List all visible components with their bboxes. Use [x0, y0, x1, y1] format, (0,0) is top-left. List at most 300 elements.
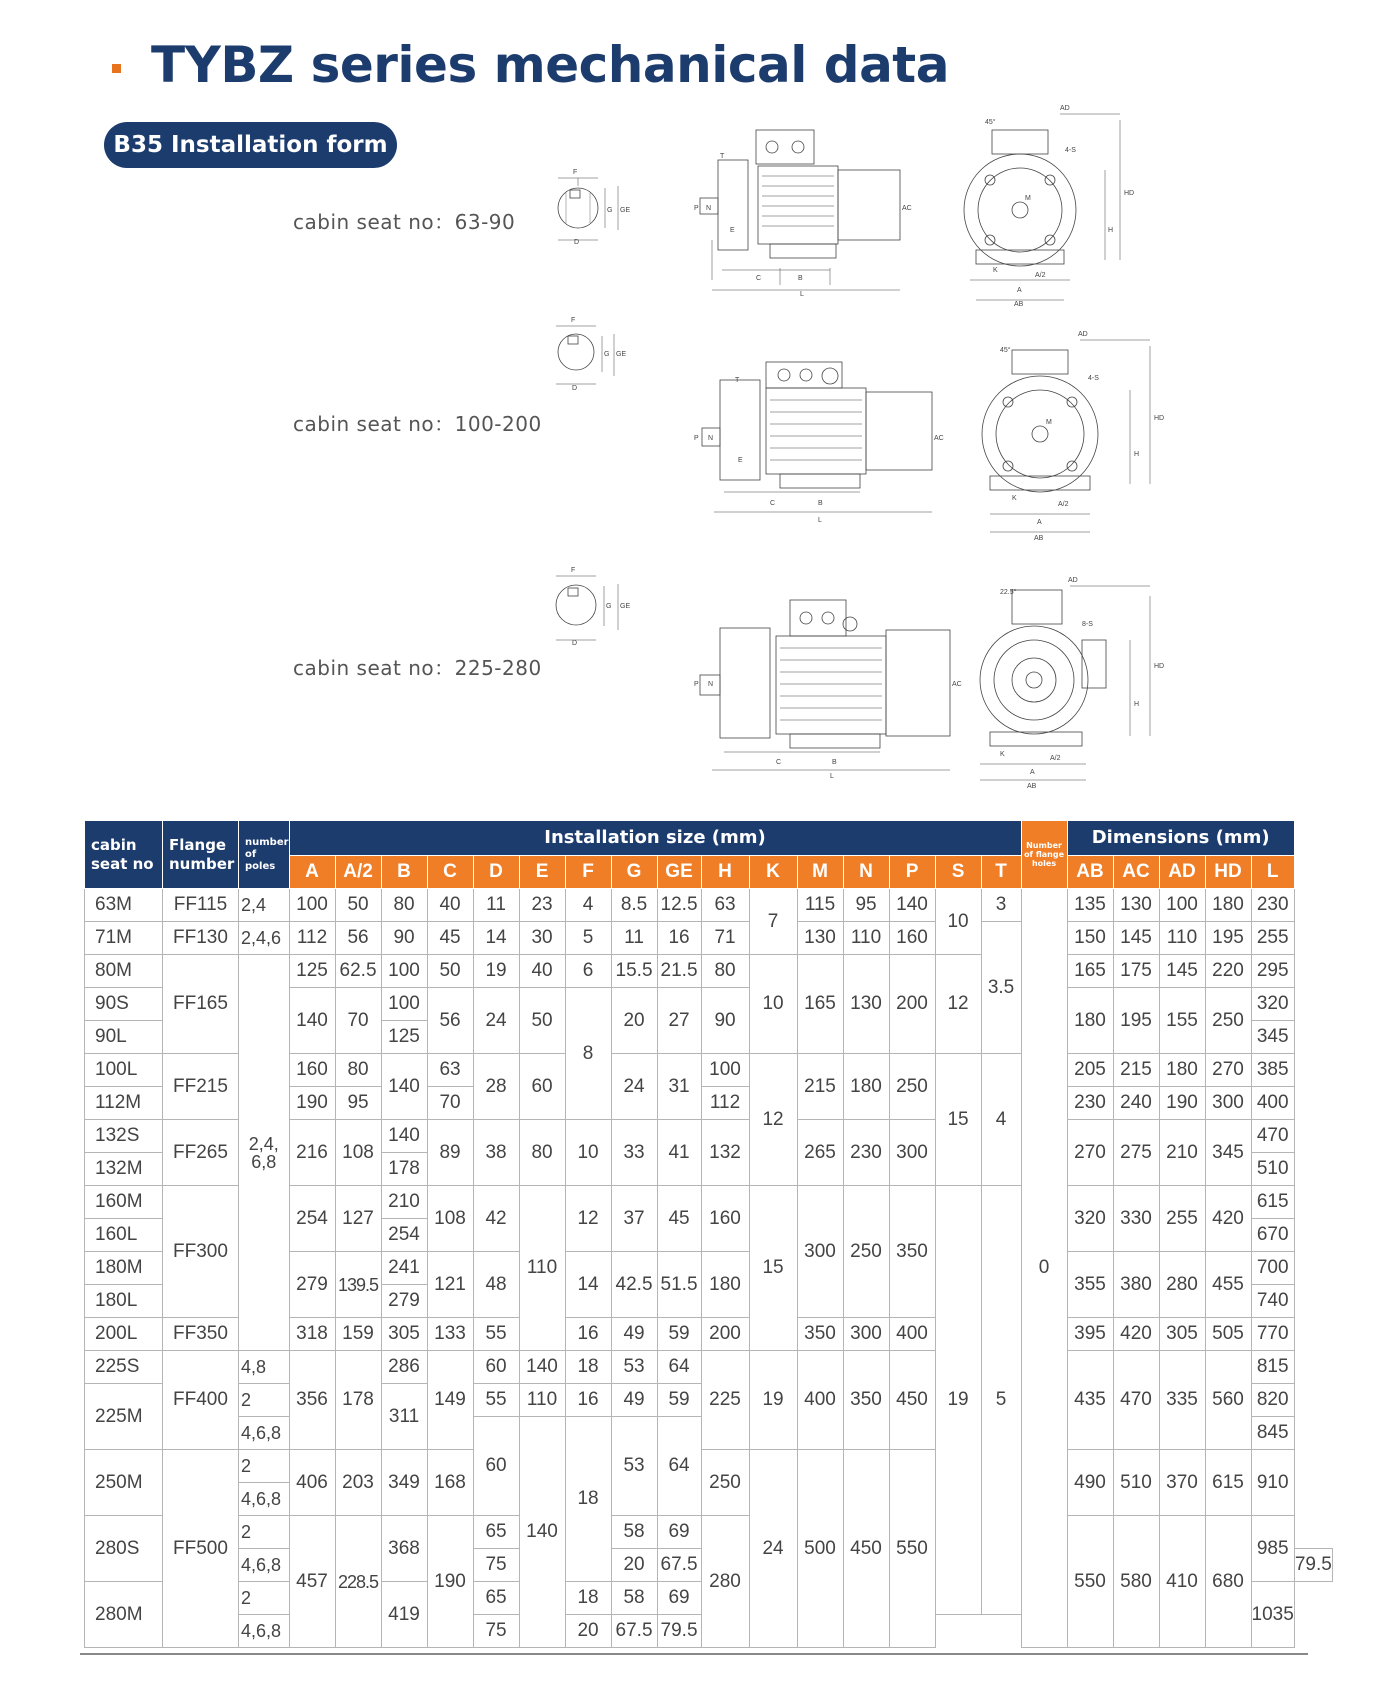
- cell: 33: [611, 1120, 657, 1186]
- cell: 5: [981, 1186, 1021, 1615]
- col-m: M: [797, 856, 843, 889]
- cell: 40: [519, 955, 565, 988]
- page-title: TYBZ series mechanical data: [151, 36, 949, 94]
- cell: 56: [335, 922, 381, 955]
- side-label-n: N: [706, 205, 712, 212]
- cell: 180: [1205, 889, 1251, 922]
- cell: 14: [473, 922, 519, 955]
- cell: 12.5: [657, 889, 701, 922]
- seat-cell: 280M: [85, 1582, 163, 1648]
- cell: 216: [289, 1120, 335, 1186]
- cell: 40: [427, 889, 473, 922]
- cell: 14: [565, 1252, 611, 1318]
- side3-label-b: B: [832, 759, 837, 766]
- cell: 4: [981, 1054, 1021, 1186]
- cabin-label-100-200: cabin seat no：100-200: [293, 412, 542, 436]
- cell: 130: [797, 922, 843, 955]
- table-row: [85, 955, 1333, 988]
- cell: 815: [1251, 1351, 1294, 1384]
- col-s: S: [935, 856, 981, 889]
- cell: 80: [701, 955, 749, 988]
- cell: 370: [1159, 1450, 1205, 1516]
- cell: 345: [1205, 1120, 1251, 1186]
- cell: 470: [1251, 1120, 1294, 1153]
- cell: 38: [473, 1120, 519, 1186]
- cell: 165: [797, 955, 843, 1054]
- seat-cell: 180L: [85, 1285, 163, 1318]
- cell: 121: [427, 1252, 473, 1318]
- cell: 65: [473, 1582, 519, 1615]
- cell: 395: [1067, 1318, 1113, 1351]
- cell: 100: [381, 955, 427, 988]
- cell: 62.5: [335, 955, 381, 988]
- table-row: [85, 889, 1333, 922]
- col-ab: AB: [1067, 856, 1113, 889]
- col-a: A: [289, 856, 335, 889]
- cell: 132: [701, 1120, 749, 1186]
- cell: 89: [427, 1120, 473, 1186]
- cell: 130: [843, 955, 889, 1054]
- poles-cell: 2: [239, 1384, 290, 1417]
- seat-cell: 160M: [85, 1186, 163, 1219]
- front3-label-a2: A/2: [1050, 755, 1061, 762]
- cell: 350: [843, 1351, 889, 1450]
- side3-label-ac: AC: [952, 681, 962, 688]
- cell: 215: [797, 1054, 843, 1120]
- col-e: E: [519, 856, 565, 889]
- cell: 150: [1067, 922, 1113, 955]
- cell: 125: [381, 1021, 427, 1054]
- table-row: [85, 922, 1333, 955]
- side-label-ac: AC: [902, 205, 912, 212]
- cell: 160: [289, 1054, 335, 1087]
- cell: 500: [797, 1450, 843, 1648]
- front3-label-225: 22.5°: [1000, 589, 1017, 596]
- side-label-b: B: [798, 275, 803, 282]
- cell: 195: [1113, 988, 1159, 1054]
- cell: 300: [889, 1120, 935, 1186]
- cell: 406: [289, 1450, 335, 1516]
- col-c: C: [427, 856, 473, 889]
- seat-cell: 180M: [85, 1252, 163, 1285]
- cell: 18: [565, 1582, 611, 1615]
- cell: 190: [1159, 1087, 1205, 1120]
- cell: 265: [797, 1120, 843, 1186]
- cell: 368: [381, 1516, 427, 1582]
- spec-table-wrap: [84, 820, 1333, 1648]
- cell: 230: [843, 1120, 889, 1186]
- poles-cell: 2: [239, 1582, 290, 1615]
- cell: 300: [797, 1186, 843, 1318]
- cell: 79.5: [657, 1615, 701, 1648]
- cell: 910: [1251, 1450, 1294, 1516]
- cell: 16: [565, 1384, 611, 1417]
- side-view-2: [694, 362, 944, 524]
- front3-label-ab: AB: [1027, 783, 1037, 790]
- cell: 133: [427, 1318, 473, 1351]
- cell: 305: [381, 1318, 427, 1351]
- head-installation-size: Installation size (mm): [289, 821, 1021, 856]
- cell: 108: [335, 1120, 381, 1186]
- cell: 127: [335, 1186, 381, 1252]
- front2-label-4s: 4-S: [1088, 375, 1099, 382]
- cell: 149: [427, 1351, 473, 1450]
- shaft-label-g: G: [607, 207, 613, 214]
- poles-cell: 2,4, 6,8: [239, 955, 290, 1351]
- cell: 330: [1113, 1186, 1159, 1252]
- seat-cell: 100L: [85, 1054, 163, 1087]
- cell: 400: [1251, 1087, 1294, 1120]
- cell: 615: [1251, 1186, 1294, 1219]
- cell: 20: [611, 988, 657, 1054]
- front-label-hd: HD: [1124, 190, 1135, 197]
- flange-cell: FF215: [163, 1054, 239, 1120]
- shaft3-label-g: G: [606, 603, 612, 610]
- cell: 700: [1251, 1252, 1294, 1285]
- col-ad: AD: [1159, 856, 1205, 889]
- cell: 178: [335, 1351, 381, 1450]
- poles-cell: 4,6,8: [239, 1615, 290, 1648]
- cell: 8.5: [611, 889, 657, 922]
- cell: 740: [1251, 1285, 1294, 1318]
- cell: 280: [1159, 1252, 1205, 1318]
- cell: 53: [611, 1351, 657, 1384]
- cell: 110: [519, 1384, 565, 1417]
- shaft3-label-d: D: [572, 640, 578, 647]
- cell: 250: [843, 1186, 889, 1318]
- cell: 70: [427, 1087, 473, 1120]
- cell: 228.5: [335, 1516, 381, 1648]
- cell: 100: [381, 988, 427, 1021]
- front3-label-8s: 8-S: [1082, 621, 1093, 628]
- cell: 79.5: [1294, 1549, 1332, 1582]
- col-k: K: [749, 856, 797, 889]
- cell: 155: [1159, 988, 1205, 1054]
- cell: 159: [335, 1318, 381, 1351]
- head-cabin: cabin seat no: [85, 821, 163, 889]
- front-label-a2: A/2: [1035, 272, 1046, 279]
- cell: 21.5: [657, 955, 701, 988]
- cell: 160: [701, 1186, 749, 1252]
- cell: 320: [1251, 988, 1294, 1021]
- cell: 27: [657, 988, 701, 1054]
- cell: 560: [1205, 1351, 1251, 1450]
- cell: 64: [657, 1351, 701, 1384]
- cell: 203: [335, 1450, 381, 1516]
- cell: 16: [657, 922, 701, 955]
- cell: 69: [657, 1516, 701, 1549]
- cell: 45: [657, 1186, 701, 1252]
- front2-label-a: A: [1037, 519, 1042, 526]
- cell: 4: [565, 889, 611, 922]
- side-label-p: P: [694, 205, 699, 212]
- shaft-section-3: [556, 567, 630, 647]
- flange-holes-cell: 0: [1021, 889, 1067, 1648]
- cell: 90: [381, 922, 427, 955]
- cell: 200: [889, 955, 935, 1054]
- seat-cell: 225M: [85, 1384, 163, 1450]
- cell: 80: [335, 1054, 381, 1087]
- cell: 65: [473, 1516, 519, 1549]
- cell: 420: [1205, 1186, 1251, 1252]
- cell: 15: [935, 1054, 981, 1186]
- poles-cell: 4,8: [239, 1351, 290, 1384]
- cell: 55: [473, 1384, 519, 1417]
- cell: 60: [519, 1054, 565, 1120]
- cell: 80: [381, 889, 427, 922]
- side3-label-c: C: [776, 759, 782, 766]
- bottom-divider: [80, 1653, 1308, 1655]
- cell: 115: [797, 889, 843, 922]
- cell: 139.5: [335, 1252, 381, 1318]
- seat-cell: 225S: [85, 1351, 163, 1384]
- cell: 42.5: [611, 1252, 657, 1318]
- cell: 20: [611, 1549, 657, 1582]
- cell: 680: [1205, 1516, 1251, 1648]
- cell: 100: [701, 1054, 749, 1087]
- front2-label-k: K: [1012, 495, 1017, 502]
- poles-cell: 2,4: [239, 889, 290, 922]
- cell: 349: [381, 1450, 427, 1516]
- cell: 140: [519, 1417, 565, 1648]
- cell: 165: [1067, 955, 1113, 988]
- cell: 985: [1251, 1516, 1294, 1582]
- cell: 190: [427, 1516, 473, 1648]
- cell: 48: [473, 1252, 519, 1318]
- col-hd: HD: [1205, 856, 1251, 889]
- cell: 770: [1251, 1318, 1294, 1351]
- cell: 210: [381, 1186, 427, 1219]
- seat-cell: 200L: [85, 1318, 163, 1351]
- cell: 145: [1113, 922, 1159, 955]
- cell: 75: [473, 1549, 519, 1582]
- cell: 11: [611, 922, 657, 955]
- cell: 110: [1159, 922, 1205, 955]
- cell: 279: [381, 1285, 427, 1318]
- side3-label-l: L: [830, 773, 834, 780]
- cell: 19: [935, 1186, 981, 1615]
- cell: 457: [289, 1516, 335, 1648]
- cell: 505: [1205, 1318, 1251, 1351]
- cell: 550: [1067, 1516, 1113, 1648]
- cell: 24: [473, 988, 519, 1054]
- cell: 356: [289, 1351, 335, 1450]
- cell: 18: [565, 1351, 611, 1384]
- cell: 50: [519, 988, 565, 1054]
- front-view-2: [982, 331, 1164, 542]
- cell: 95: [843, 889, 889, 922]
- head-flange: Flange number: [163, 821, 239, 889]
- cell: 69: [657, 1582, 701, 1615]
- side-view-1: [694, 130, 912, 298]
- cell: 10: [935, 889, 981, 955]
- cell: 300: [843, 1318, 889, 1351]
- seat-cell: 160L: [85, 1219, 163, 1252]
- cell: 140: [289, 988, 335, 1054]
- cell: 45: [427, 922, 473, 955]
- cell: 670: [1251, 1219, 1294, 1252]
- seat-cell: 63M: [85, 889, 163, 922]
- head-flange-holes: Number of flange holes: [1021, 821, 1067, 889]
- cell: 37: [611, 1186, 657, 1252]
- col-d: D: [473, 856, 519, 889]
- side2-label-e: E: [738, 457, 743, 464]
- side3-label-n: N: [708, 681, 714, 688]
- cell: 75: [473, 1615, 519, 1648]
- cell: 64: [657, 1417, 701, 1516]
- cell: 250: [701, 1450, 749, 1516]
- cell: 350: [889, 1186, 935, 1318]
- seat-cell: 280S: [85, 1516, 163, 1582]
- front3-label-a: A: [1030, 769, 1035, 776]
- col-ac: AC: [1113, 856, 1159, 889]
- table-row: [85, 1351, 1333, 1384]
- front-label-m: M: [1025, 195, 1031, 202]
- seat-cell: 250M: [85, 1450, 163, 1516]
- cell: 350: [797, 1318, 843, 1351]
- cell: 63: [427, 1054, 473, 1087]
- cell: 241: [381, 1252, 427, 1285]
- shaft2-label-g: G: [604, 351, 610, 358]
- cell: 20: [565, 1615, 611, 1648]
- cell: 10: [565, 1120, 611, 1186]
- front-label-ab: AB: [1014, 301, 1024, 308]
- front2-label-ad: AD: [1078, 331, 1088, 338]
- cell: 3.5: [981, 922, 1021, 1054]
- front2-label-45: 45°: [1000, 347, 1011, 354]
- cell: 112: [701, 1087, 749, 1120]
- front-label-k: K: [993, 267, 998, 274]
- cell: 12: [749, 1054, 797, 1186]
- cell: 19: [749, 1351, 797, 1450]
- cell: 254: [381, 1219, 427, 1252]
- shaft2-label-ge: GE: [616, 351, 627, 358]
- side2-label-n: N: [708, 435, 714, 442]
- side2-label-c: C: [770, 500, 776, 507]
- cell: 295: [1251, 955, 1294, 988]
- flange-cell: FF265: [163, 1120, 239, 1186]
- side3-label-p: P: [694, 681, 699, 688]
- cell: 10: [749, 955, 797, 1054]
- cell: 168: [427, 1450, 473, 1516]
- cell: 450: [843, 1450, 889, 1648]
- front-label-45: 45°: [985, 119, 996, 126]
- cell: 470: [1113, 1351, 1159, 1450]
- flange-cell: FF130: [163, 922, 239, 955]
- poles-cell: 2,4,6: [239, 922, 290, 955]
- cell: 180: [843, 1054, 889, 1120]
- side2-label-ac: AC: [934, 435, 944, 442]
- cell: 12: [565, 1186, 611, 1252]
- cell: 318: [289, 1318, 335, 1351]
- cell: 140: [381, 1054, 427, 1120]
- cell: 255: [1251, 922, 1294, 955]
- col-t: T: [981, 856, 1021, 889]
- head-dimensions: Dimensions (mm): [1067, 821, 1294, 856]
- cell: 286: [381, 1351, 427, 1384]
- seat-cell: 71M: [85, 922, 163, 955]
- cell: 49: [611, 1318, 657, 1351]
- shaft-section-2: [556, 317, 626, 392]
- flange-cell: FF115: [163, 889, 239, 922]
- cell: 178: [381, 1153, 427, 1186]
- cell: 225: [701, 1351, 749, 1450]
- col-f: F: [565, 856, 611, 889]
- cell: 90: [701, 988, 749, 1054]
- front2-label-h: H: [1134, 451, 1140, 458]
- cell: 279: [289, 1252, 335, 1318]
- cell: 55: [473, 1318, 519, 1351]
- poles-cell: 4,6,8: [239, 1483, 290, 1516]
- cell: 110: [843, 922, 889, 955]
- front-label-ad: AD: [1060, 105, 1070, 112]
- cell: 240: [1113, 1087, 1159, 1120]
- cell: 19: [473, 955, 519, 988]
- front3-label-k: K: [1000, 751, 1005, 758]
- cell: 355: [1067, 1252, 1113, 1318]
- cell: 230: [1067, 1087, 1113, 1120]
- cell: 80: [519, 1120, 565, 1186]
- cell: 15: [749, 1186, 797, 1351]
- seat-cell: 80M: [85, 955, 163, 988]
- col-h: H: [701, 856, 749, 889]
- front2-label-m: M: [1046, 419, 1052, 426]
- col-g: G: [611, 856, 657, 889]
- cell: 31: [657, 1054, 701, 1120]
- cell: 435: [1067, 1351, 1113, 1450]
- cell: 400: [797, 1351, 843, 1450]
- cell: 125: [289, 955, 335, 988]
- seat-cell: 112M: [85, 1087, 163, 1120]
- cell: 305: [1159, 1318, 1205, 1351]
- cell: 49: [611, 1384, 657, 1417]
- cell: 400: [889, 1318, 935, 1351]
- cell: 67.5: [657, 1549, 701, 1582]
- flange-cell: FF400: [163, 1351, 239, 1450]
- front2-label-a2: A/2: [1058, 501, 1069, 508]
- cell: 580: [1113, 1516, 1159, 1648]
- cell: 455: [1205, 1252, 1251, 1318]
- front2-label-hd: HD: [1154, 415, 1165, 422]
- col-b: B: [381, 856, 427, 889]
- cell: 180: [1159, 1054, 1205, 1087]
- cell: 510: [1251, 1153, 1294, 1186]
- cell: 24: [611, 1054, 657, 1120]
- front-label-4s: 4-S: [1065, 147, 1076, 154]
- col-ge: GE: [657, 856, 701, 889]
- cell: 6: [565, 955, 611, 988]
- table-row: [85, 1516, 1333, 1549]
- cell: 63: [701, 889, 749, 922]
- cell: 53: [611, 1417, 657, 1516]
- cell: 160: [889, 922, 935, 955]
- cell: 24: [749, 1450, 797, 1648]
- cell: 250: [1205, 988, 1251, 1054]
- cell: 845: [1251, 1417, 1294, 1450]
- cell: 112: [289, 922, 335, 955]
- shaft-label-ge: GE: [620, 207, 631, 214]
- cell: 41: [657, 1120, 701, 1186]
- cell: 110: [519, 1186, 565, 1351]
- cell: 28: [473, 1054, 519, 1120]
- cell: 11: [473, 889, 519, 922]
- cell: 419: [381, 1582, 427, 1648]
- cell: 270: [1205, 1054, 1251, 1087]
- cell: 23: [519, 889, 565, 922]
- cell: 550: [889, 1450, 935, 1648]
- cell: 420: [1113, 1318, 1159, 1351]
- cell: 215: [1113, 1054, 1159, 1087]
